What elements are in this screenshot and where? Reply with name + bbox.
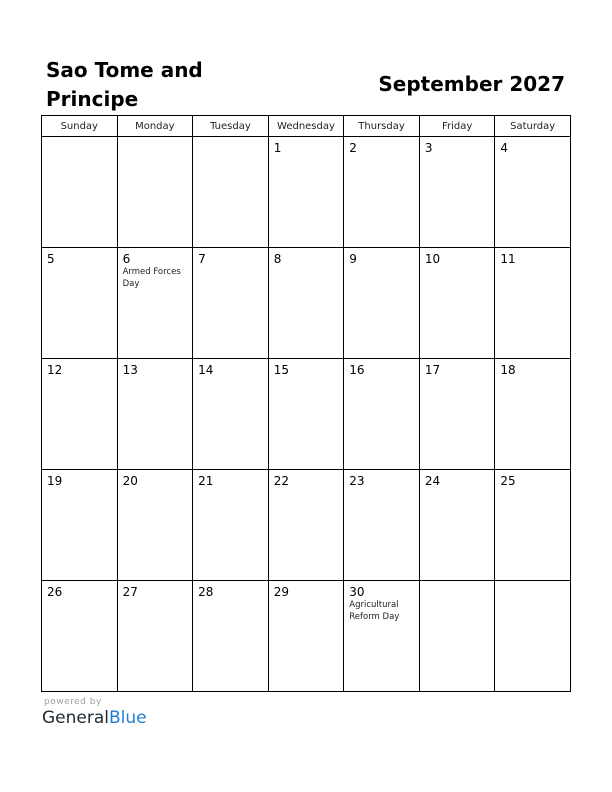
day-number: 20	[122, 474, 138, 488]
week-row	[42, 248, 571, 359]
day-cell	[117, 581, 193, 692]
day-cell	[193, 470, 269, 581]
day-cell	[268, 248, 344, 359]
day-number: 28	[198, 585, 214, 599]
week-row	[42, 470, 571, 581]
brand-blue-text: Blue	[109, 708, 147, 728]
day-cell	[268, 359, 344, 470]
weekday-header: Sunday	[42, 116, 118, 137]
day-number	[118, 137, 193, 141]
day-cell	[42, 248, 118, 359]
day-number: 18	[500, 363, 516, 377]
day-number: 1	[273, 141, 282, 155]
calendar-grid	[41, 115, 571, 692]
weekday-header: Wednesday	[268, 116, 344, 137]
weekday-header: Saturday	[495, 116, 571, 137]
day-cell	[193, 248, 269, 359]
weekday-header: Thursday	[344, 116, 420, 137]
day-cell	[193, 581, 269, 692]
day-cell	[495, 581, 571, 692]
day-number: 4	[500, 141, 509, 155]
day-number: 22	[273, 474, 289, 488]
day-cell	[419, 137, 495, 248]
country-title: Sao Tome and Principe	[46, 58, 203, 111]
day-number: 11	[500, 252, 516, 266]
day-number	[42, 137, 117, 141]
day-number: 12	[47, 363, 63, 377]
day-cell	[42, 359, 118, 470]
day-cell	[495, 137, 571, 248]
day-cell	[117, 470, 193, 581]
day-cell	[495, 359, 571, 470]
day-number: 14	[198, 363, 214, 377]
day-cell	[419, 470, 495, 581]
day-number	[420, 581, 495, 585]
day-number: 30	[349, 585, 365, 599]
day-cell	[344, 248, 420, 359]
day-cell	[419, 359, 495, 470]
day-number	[193, 137, 268, 141]
day-number: 2	[349, 141, 357, 155]
day-number: 19	[47, 474, 63, 488]
day-cell	[495, 470, 571, 581]
generalblue-logo[interactable]	[42, 708, 147, 728]
day-number: 13	[122, 363, 138, 377]
day-number: 26	[47, 585, 63, 599]
holiday-label: Armed Forces Day	[122, 267, 181, 289]
day-number: 3	[424, 141, 433, 155]
brand-general-text: General	[42, 708, 109, 728]
weekday-header: Tuesday	[193, 116, 269, 137]
weekday-header: Friday	[419, 116, 495, 137]
day-number: 29	[273, 585, 289, 599]
week-row	[42, 359, 571, 470]
day-number: 8	[273, 252, 282, 266]
day-cell	[42, 137, 118, 248]
powered-by-text: powered by	[44, 697, 102, 707]
day-cell	[419, 581, 495, 692]
day-number: 27	[122, 585, 138, 599]
day-cell	[193, 359, 269, 470]
week-row	[42, 581, 571, 692]
week-row	[42, 137, 571, 248]
day-number: 17	[424, 363, 441, 377]
day-number: 9	[349, 252, 357, 266]
day-cell	[268, 470, 344, 581]
month-title: September 2027	[378, 72, 565, 96]
day-cell	[344, 581, 420, 692]
weekday-header-row	[42, 116, 571, 137]
day-number: 21	[198, 474, 214, 488]
day-number: 10	[424, 252, 441, 266]
day-number: 15	[273, 363, 289, 377]
day-cell	[419, 248, 495, 359]
day-number: 16	[349, 363, 365, 377]
day-number: 6	[122, 252, 131, 266]
day-cell	[117, 137, 193, 248]
day-cell	[495, 248, 571, 359]
day-number: 23	[349, 474, 365, 488]
day-cell	[344, 470, 420, 581]
day-cell	[193, 137, 269, 248]
day-cell	[344, 137, 420, 248]
weekday-header: Monday	[117, 116, 193, 137]
holiday-label: Agricultural Reform Day	[349, 600, 400, 622]
day-cell	[268, 137, 344, 248]
day-number: 25	[500, 474, 516, 488]
day-number	[495, 581, 570, 585]
day-cell	[344, 359, 420, 470]
day-cell	[117, 359, 193, 470]
day-number: 24	[424, 474, 441, 488]
day-cell	[268, 581, 344, 692]
day-cell	[42, 470, 118, 581]
day-cell	[42, 581, 118, 692]
day-number: 7	[198, 252, 206, 266]
day-number: 5	[47, 252, 55, 266]
day-cell	[117, 248, 193, 359]
